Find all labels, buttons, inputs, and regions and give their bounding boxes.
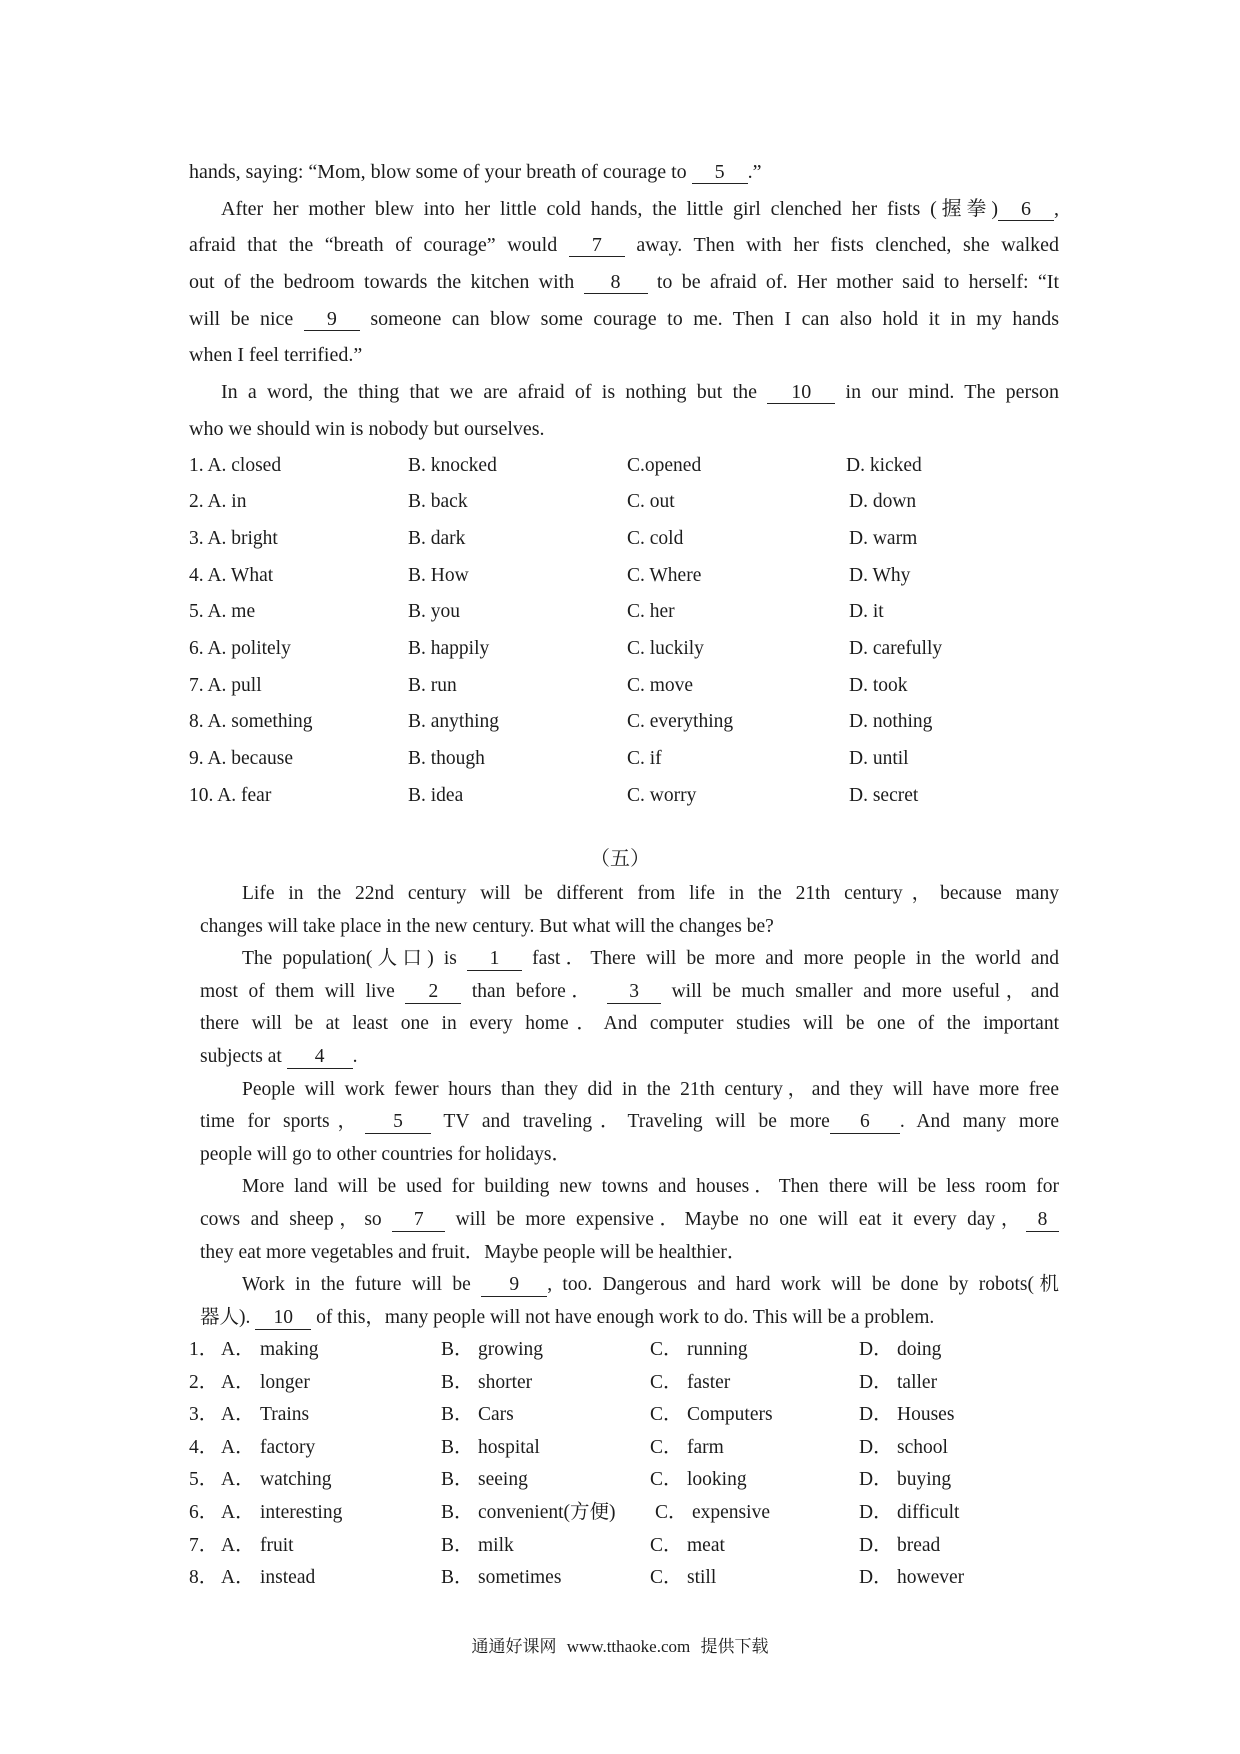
question-number: 8． [189,1567,219,1589]
option-d: D. Why [849,564,911,586]
option-c-letter: C． [650,1534,683,1556]
passage1-line-3 [189,227,1059,264]
passage1-line-4 [189,264,1059,301]
question-number: 9. [189,748,204,769]
option-c: C.opened [627,454,702,476]
option-a-letter: A． [221,1469,255,1491]
option-b-letter: B． [441,1469,474,1491]
question-number: 8. [189,711,204,733]
option-a-letter: A． [221,1371,255,1393]
passage-text: fast．There will be more and more people in the world and [522,948,1060,970]
page-footer: 通通好课网 www.tthaoke.com 提供下载 [471,1637,769,1656]
option-c-text: farm [687,1436,724,1458]
option-b-letter: B． [441,1404,474,1426]
option-c: C. worry [627,784,697,806]
option-row-8 [189,704,1059,741]
option-c: C. luckily [627,637,704,659]
passage-text: afraid that the “breath of courage” would [189,234,569,257]
blank-10: 10 [255,1307,311,1330]
passage-text: of this，many people will not have enough work to do. This will be a problem. [311,1306,935,1328]
option-a-text: watching [260,1469,332,1491]
option-d: D. took [849,674,908,696]
option-a: A. in [207,491,247,513]
passage-text: , [1054,197,1059,220]
blank-2: 2 [405,981,461,1004]
option-d-letter: D． [859,1534,893,1556]
option-row-5 [189,1464,1059,1497]
passage2-line-14 [200,1302,1059,1335]
option-c-text: looking [687,1469,747,1491]
passage-text: 器人). [200,1306,256,1328]
option-c-letter: C． [650,1404,683,1426]
option-a-text: instead [260,1567,316,1589]
option-d-text: school [897,1436,948,1458]
option-d-letter: D． [859,1339,893,1360]
blank-9: 9 [304,308,360,331]
option-d-text: difficult [897,1501,960,1523]
passage-text: In a word, the thing that we are afraid of is nothing but the [221,381,768,404]
option-row-5 [189,594,1059,631]
passage-text: people will go to other countries for holidays． [200,1143,571,1165]
option-c-text: meat [687,1534,725,1556]
option-d-text: doing [897,1339,942,1360]
blank-7: 7 [569,234,625,257]
option-a-letter: A． [221,1567,255,1589]
option-a: A. something [207,711,313,733]
passage2-line-3 [200,943,1059,976]
passage2-line-13 [200,1269,1059,1302]
passage-text: cows and sheep，so [200,1208,393,1230]
passage-text: away. Then with her fists clenched, she walked [624,234,1060,257]
blank-5: 5 [692,161,748,184]
passage-text: hands, saying: “Mom, blow some of your breath of courage to [189,161,692,183]
passage2-line-2 [200,911,1059,944]
option-row-6 [189,631,1059,668]
option-b-text: growing [478,1339,543,1360]
passage-text: will be much smaller and more useful，and [661,980,1060,1002]
option-d-letter: D． [859,1469,893,1491]
question-number: 6． [189,1501,219,1523]
option-b: B. though [408,748,485,769]
option-c-letter: C． [650,1567,683,1589]
option-b-text: shorter [478,1371,533,1393]
blank-7: 7 [392,1209,445,1232]
option-b: B. dark [408,527,466,549]
cloze-passage-1 [189,154,1059,814]
passage-text: most of them will live [200,980,406,1002]
option-a: A. closed [207,454,282,476]
option-a-text: making [260,1339,319,1360]
passage-text: time for sports， [200,1111,365,1133]
question-number: 2． [189,1371,219,1393]
question-number: 7. [189,674,204,696]
option-b-letter: B． [441,1371,474,1393]
option-c-text: running [687,1339,748,1360]
option-a-text: longer [260,1371,310,1393]
passage1-line-2 [189,191,1059,228]
option-d-text: Houses [897,1404,955,1426]
option-row-1 [189,448,1059,485]
option-row-3 [189,1399,1059,1432]
option-row-4 [189,558,1059,595]
option-row-10 [189,778,1059,815]
passage1-line-1 [189,154,1059,191]
passage1-line-7 [189,374,1059,411]
option-row-3 [189,521,1059,558]
passage-text: who we should win is nobody but ourselves. [189,417,545,440]
option-b-text: sometimes [478,1567,562,1589]
question-number: 4. [189,564,204,586]
option-c: C. if [627,748,662,769]
option-c: C. out [627,491,675,513]
option-b: B. run [408,674,457,696]
passage-text: there will be at least one in every home．And computer studies will be one of the important [200,1013,1059,1035]
option-a-letter: A． [221,1501,255,1523]
passage2-line-11 [200,1204,1059,1237]
option-a: A. because [207,748,293,769]
option-row-4 [189,1432,1059,1465]
option-d: D. secret [849,784,919,806]
option-b-letter: B． [441,1501,474,1523]
passage-text: .” [747,161,762,183]
passage2-line-7 [200,1074,1059,1107]
passage-text: . [352,1045,358,1067]
question-number: 5. [189,601,204,623]
passage2-line-9 [200,1139,1059,1172]
option-d-text: however [897,1567,965,1589]
option-b-letter: B． [441,1567,474,1589]
passage-text: in our mind. The person [835,381,1059,404]
option-b-text: Cars [478,1404,514,1426]
passage-text: someone can blow some courage to me. Then I can also hold it in my hands [359,307,1059,330]
option-b: B. happily [408,637,490,659]
question-number: 6. [189,637,204,659]
option-d: D. nothing [849,711,933,733]
option-c-text: Computers [687,1404,773,1426]
option-b: B. How [408,564,469,586]
blank-1: 1 [467,948,522,971]
option-c-text: expensive [692,1501,770,1523]
option-a-letter: A． [221,1404,255,1426]
option-c: C. move [627,674,694,696]
option-b: B. anything [408,711,499,733]
passage-text: . And many more [899,1111,1059,1133]
option-c-text: still [687,1567,717,1589]
passage2-line-10 [200,1171,1059,1204]
option-c-letter: C． [650,1436,683,1458]
option-c-letter: C． [650,1469,683,1491]
option-d: D. it [849,601,884,623]
option-c: C. cold [627,527,684,549]
option-c-text: faster [687,1371,731,1393]
blank-5: 5 [365,1111,431,1134]
option-d: D. carefully [849,637,943,659]
option-d-letter: D． [859,1567,893,1589]
option-d: D. down [849,491,917,513]
option-d-text: buying [897,1469,952,1491]
question-number: 5． [189,1469,219,1491]
option-b-text: hospital [478,1436,540,1458]
option-d-text: taller [897,1371,938,1393]
option-c-letter: C． [650,1339,683,1360]
cloze-passage-2 [200,878,1059,1334]
option-d: D. warm [849,527,918,549]
option-a-text: fruit [260,1534,294,1556]
option-d-letter: D． [859,1501,893,1523]
passage1-line-6 [189,337,1059,374]
option-b: B. back [408,491,468,513]
passage-text: when I feel terrified.” [189,344,363,367]
passage2-line-5 [200,1008,1059,1041]
option-row-2 [189,1367,1059,1400]
option-b-text: convenient(方便) [478,1501,616,1523]
option-c-letter: C． [650,1371,683,1393]
option-b-letter: B． [441,1534,474,1556]
option-b: B. idea [408,784,464,806]
option-a-letter: A． [221,1436,255,1458]
option-a: A. pull [207,674,262,696]
option-a: A. bright [207,527,278,549]
option-d-letter: D． [859,1404,893,1426]
passage-text: The population(人口) is [242,948,468,970]
passage-text: Life in the 22nd century will be different from life in the 21th century，because many [242,883,1059,904]
passage1-line-5 [189,301,1059,338]
passage-text: TV and traveling．Traveling will be more [430,1111,830,1133]
question-number: 1. [189,454,204,476]
option-a: A. me [207,601,256,623]
option-c: C. Where [627,564,702,586]
option-row-2 [189,484,1059,521]
blank-9: 9 [481,1274,547,1297]
passage-text: People will work fewer hours than they did in the 21th century，and they will have more free [242,1078,1059,1100]
question-number: 3. [189,527,204,549]
passage2-line-12 [200,1237,1059,1270]
blank-10: 10 [767,381,835,404]
section-title: （五） [590,848,650,870]
blank-6: 6 [830,1111,900,1134]
passage2-line-6 [200,1041,1059,1074]
passage-text: to be afraid of. Her mother said to herself: “It [647,271,1060,294]
option-a-letter: A． [221,1534,255,1556]
option-d: D. until [849,748,909,769]
option-a-text: Trains [260,1404,310,1426]
passage-text: out of the bedroom towards the kitchen with [189,271,584,294]
option-c: C. her [627,601,675,623]
option-row-6 [189,1497,1059,1530]
question-number: 1． [189,1339,219,1360]
passage-text: will be nice [189,307,304,330]
option-b-text: seeing [478,1469,528,1491]
passage-text: More land will be used for building new towns and houses．Then there will be less room for [242,1176,1059,1198]
option-row-7 [189,1530,1059,1563]
option-a-text: interesting [260,1501,343,1523]
passage2-line-1 [200,878,1059,911]
option-a-letter: A． [221,1339,255,1360]
option-d-letter: D． [859,1436,893,1458]
option-row-8 [189,1562,1059,1595]
passage-text: Work in the future will be [242,1274,482,1296]
blank-8: 8 [584,271,648,294]
question-number: 10. [189,784,214,806]
option-a: A. What [207,564,274,586]
passage2-line-4 [200,976,1059,1009]
passage-text: After her mother blew into her little cold hands, the little girl clenched her fists (握拳) [221,197,998,220]
option-d-text: bread [897,1534,941,1556]
option-b: B. you [408,601,461,623]
blank-4: 4 [287,1046,353,1069]
blank-8: 8 [1026,1209,1059,1232]
option-c-letter: C． [655,1501,688,1523]
option-a: A. fear [217,784,272,806]
question-number: 4． [189,1436,219,1458]
option-row-1 [189,1334,1059,1367]
option-d: D. kicked [846,454,922,476]
option-row-7 [189,668,1059,705]
option-row-9 [189,741,1059,778]
passage-text: they eat more vegetables and fruit．Maybe people will be healthier． [200,1241,747,1263]
option-b-letter: B． [441,1339,474,1360]
option-a-text: factory [260,1436,316,1458]
passage-text: will be more expensive．Maybe no one will eat it every day， [445,1208,1026,1230]
passage-text: than before． [461,980,608,1002]
question-number: 2. [189,491,204,513]
blank-3: 3 [607,981,661,1004]
passage-text: subjects at [200,1045,287,1067]
passage2-line-8 [200,1106,1059,1139]
passage-text: changes will take place in the new century. But what will the changes be? [200,915,774,937]
option-d-letter: D． [859,1371,893,1393]
option-b-text: milk [478,1534,514,1556]
blank-6: 6 [998,198,1054,221]
option-b: B. knocked [408,454,497,476]
question-number: 3． [189,1404,219,1426]
passage-text: , too. Dangerous and hard work will be done by robots(机 [547,1274,1059,1296]
passage1-line-8 [189,411,1059,448]
question-number: 7． [189,1534,219,1556]
option-b-letter: B． [441,1436,474,1458]
option-c: C. everything [627,711,734,733]
option-a: A. politely [207,637,291,659]
options-list-2 [189,1334,1059,1595]
